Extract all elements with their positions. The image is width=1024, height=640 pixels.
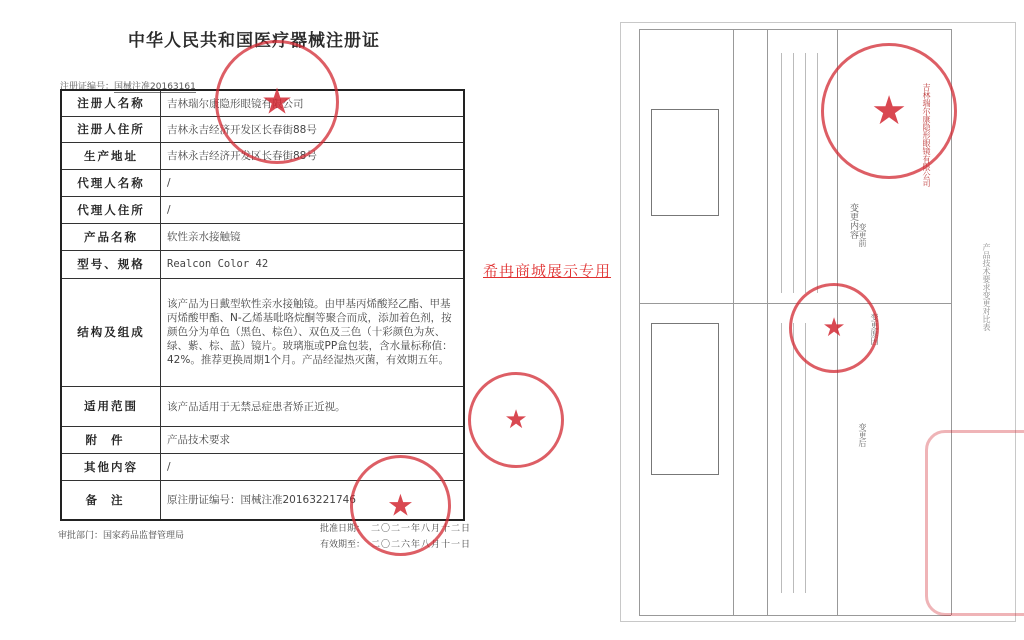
table-rule <box>639 29 951 30</box>
row-label: 型号、规格 <box>61 250 161 278</box>
row-label: 代理人名称 <box>61 169 161 196</box>
star-icon: ★ <box>260 81 294 123</box>
row-value: 吉林瑞尔康隐形眼镜有限公司 <box>161 90 465 116</box>
row-label: 其他内容 <box>61 453 161 480</box>
sheet-col-before: 变更前 <box>858 223 867 247</box>
table-rule <box>767 29 768 615</box>
star-icon: ★ <box>387 488 414 523</box>
row-value: / <box>161 453 465 480</box>
row-value: 该产品适用于无禁忌症患者矫正近视。 <box>161 386 465 426</box>
certificate-number-label: 注册证编号： <box>60 82 115 92</box>
sheet-heading: 变更内容 <box>848 203 858 239</box>
text-line <box>793 323 794 593</box>
valid-until-value: 二〇二六年八月十一日 <box>371 540 472 550</box>
valid-until-label: 有效期至： <box>320 540 366 550</box>
row-label: 适用范围 <box>61 386 161 426</box>
row-value: 产品技术要求 <box>161 426 465 453</box>
table-row <box>61 426 464 453</box>
table-rule <box>733 29 734 615</box>
company-seal <box>789 283 879 373</box>
row-label: 产品名称 <box>61 223 161 250</box>
sheet-company: 吉林瑞尔康隐形眼镜有限公司 <box>922 83 931 187</box>
company-seal <box>821 43 957 179</box>
spec-box <box>651 109 719 216</box>
sheet-col-after: 变更后 <box>858 423 867 447</box>
text-line <box>781 323 782 593</box>
faded-seal-partial <box>925 430 1024 616</box>
table-row <box>61 223 464 250</box>
star-icon: ★ <box>871 88 907 134</box>
row-label: 备注 <box>61 480 161 520</box>
certificate-title: 中华人民共和国医疗器械注册证 <box>128 31 380 51</box>
table-row <box>61 169 464 196</box>
department-label: 审批部门： <box>58 531 104 541</box>
table-rule <box>639 615 951 616</box>
row-label: 生产地址 <box>61 142 161 169</box>
row-value: 吉林永吉经济开发区长春街88号 <box>161 142 465 169</box>
text-line <box>781 53 782 293</box>
company-seal-partial <box>468 372 564 468</box>
department-value: 国家药品监督管理局 <box>103 531 185 541</box>
approval-department <box>58 528 184 541</box>
table-rule <box>639 29 640 615</box>
row-value: 原注册证编号：国械注准20163221746 <box>161 480 465 520</box>
sheet-col-reason: 变更原因 <box>870 313 879 345</box>
star-icon: ★ <box>822 313 846 343</box>
approval-date-value: 二〇二一年八月十二日 <box>371 524 472 534</box>
table-row <box>61 386 464 426</box>
sheet-side-title: 产品技术要求变更对比表 <box>982 243 991 331</box>
row-value: / <box>161 196 465 223</box>
company-seal <box>215 40 339 164</box>
row-value: Realcon Color 42 <box>161 250 465 278</box>
row-value: 吉林永吉经济开发区长春街88号 <box>161 116 465 142</box>
row-value: 软性亲水接触镜 <box>161 223 465 250</box>
row-label: 注册人名称 <box>61 90 161 116</box>
certificate-number-value: 国械注准20163161 <box>114 82 196 92</box>
row-label: 附件 <box>61 426 161 453</box>
table-row <box>61 196 464 223</box>
row-value: / <box>161 169 465 196</box>
text-line <box>793 53 794 293</box>
watermark-text: 希冉商城展示专用 <box>483 262 612 280</box>
text-line <box>817 53 818 293</box>
approval-date-label: 批准日期： <box>320 524 366 534</box>
star-icon: ★ <box>504 405 528 435</box>
text-line <box>805 53 806 293</box>
row-label: 结构及组成 <box>61 278 161 386</box>
row-label: 注册人住所 <box>61 116 161 142</box>
spec-box <box>651 323 719 475</box>
row-label: 代理人住所 <box>61 196 161 223</box>
row-value: 该产品为日戴型软性亲水接触镜。由甲基丙烯酸羟乙酯、甲基丙烯酸甲酯、N-乙烯基吡咯烷酮等聚合而成，添加着色剂，按颜色分为单色（黑色、棕色）、双色及三色（十彩颜色为灰、绿、紫、棕、蓝）镜片。玻璃瓶或PP盒包装，含水量标称值：42%。推荐更换周期1个月。产品经湿热灭菌，有效期五年。 <box>161 278 465 386</box>
table-row <box>61 278 464 386</box>
official-seal <box>350 455 451 556</box>
table-row <box>61 250 464 278</box>
